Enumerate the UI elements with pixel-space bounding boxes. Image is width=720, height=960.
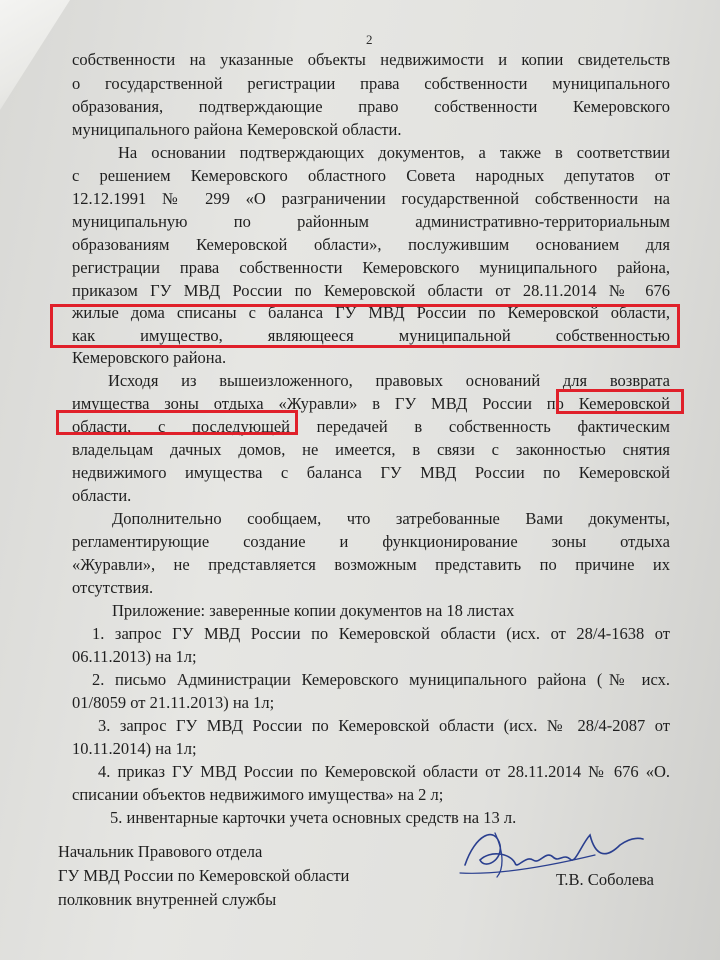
text-line: приказом ГУ МВД России по Кемеровской области от 28.11.2014 № 676 xyxy=(72,281,670,300)
text-line: регламентирующие создание и функционирование зоны отдыха xyxy=(72,532,670,551)
page-number: 2 xyxy=(366,32,373,47)
text-line: Дополнительно сообщаем, что затребованные Вами документы, xyxy=(112,509,670,528)
text-line: недвижимого имущества с баланса ГУ МВД России по Кемеровской xyxy=(72,463,670,482)
attachment-item: 01/8059 от 21.11.2013) на 1л; xyxy=(72,693,275,712)
text-line: как имущество, являющееся муниципальной собственностью xyxy=(72,326,670,345)
attachment-item: 2. письмо Администрации Кемеровского муниципального района (№ исх. xyxy=(92,670,670,689)
text-line: муниципального района Кемеровской области. xyxy=(72,120,402,139)
attachment-item: 06.11.2013) на 1л; xyxy=(72,647,197,666)
text-line: отсутствия. xyxy=(72,578,154,597)
signatory-rank: полковник внутренней службы xyxy=(58,890,277,909)
highlight-box-dacha-owners xyxy=(56,410,298,435)
text-line: о государственной регистрации права собственности муниципального xyxy=(72,74,670,93)
attachment-item: списании объектов недвижимого имущества» на 2 л; xyxy=(72,785,444,804)
signatory-name: Т.В. Соболева xyxy=(556,870,654,889)
text-line: образования, подтверждающие право собственности Кемеровского xyxy=(72,97,670,116)
text-line: области, с последующей передачей в собственность фактическим xyxy=(72,417,670,436)
signatory-department: ГУ МВД России по Кемеровской области xyxy=(58,866,350,885)
attachment-item: 10.11.2014) на 1л; xyxy=(72,739,197,758)
text-line: владельцам дачных домов, не имеется, в связи с законностью снятия xyxy=(72,440,670,459)
text-line: муниципальную по районным административно-территориальным xyxy=(72,212,670,231)
text-line: жилые дома списаны с баланса ГУ МВД России по Кемеровской области, xyxy=(72,303,670,322)
attachment-item: 3. запрос ГУ МВД России по Кемеровской области (исх. № 28/4-2087 от xyxy=(98,716,670,735)
paper-fold xyxy=(0,0,70,110)
text-line: 12.12.1991 № 299 «О разграничении государственной собственности на xyxy=(72,189,670,208)
attachment-item: 5. инвентарные карточки учета основных средств на 13 л. xyxy=(110,808,517,827)
text-line: На основании подтверждающих документов, а также в соответствии xyxy=(118,143,670,162)
text-line: имущества зоны отдыха «Журавли» в ГУ МВД России по Кемеровской xyxy=(72,394,670,413)
signatory-position: Начальник Правового отдела xyxy=(58,842,263,861)
text-line: Кемеровского района. xyxy=(72,348,227,367)
text-line: Исходя из вышеизложенного, правовых оснований для возврата xyxy=(108,371,670,390)
text-line: области. xyxy=(72,486,132,505)
text-line: собственности на указанные объекты недвижимости и копии свидетельств xyxy=(72,50,670,69)
highlight-box-actual xyxy=(556,389,684,414)
attachments-heading: Приложение: заверенные копии документов на 18 листах xyxy=(112,601,515,620)
highlight-box-municipal-property xyxy=(50,304,680,348)
attachment-item: 4. приказ ГУ МВД России по Кемеровской области от 28.11.2014 № 676 «О. xyxy=(98,762,670,781)
attachment-item: 1. запрос ГУ МВД России по Кемеровской области (исх. от 28/4-1638 от xyxy=(92,624,670,643)
text-line: с решением Кемеровского областного Совета народных депутатов от xyxy=(72,166,670,185)
text-line: образованиям Кемеровской области», послужившим основанием для xyxy=(72,235,670,254)
text-line: «Журавли», не представляется возможным представить по причине их xyxy=(72,555,670,574)
text-line: регистрации права собственности Кемеровского муниципального района, xyxy=(72,258,670,277)
